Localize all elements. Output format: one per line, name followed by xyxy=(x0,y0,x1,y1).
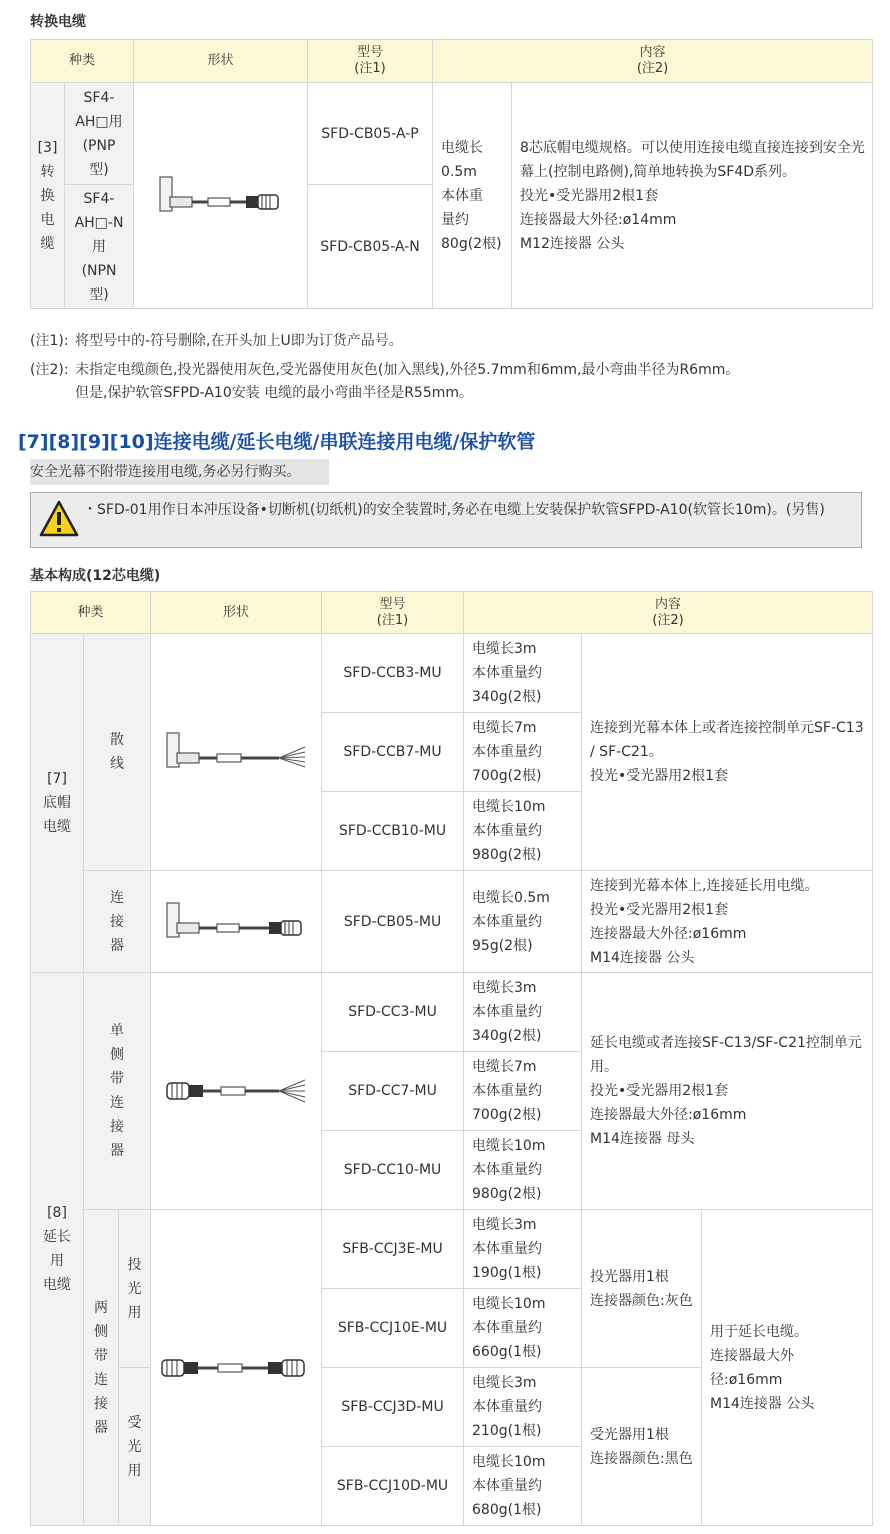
note2-label: (注2): xyxy=(30,362,69,378)
model-row: SFD-CCB3-MU xyxy=(322,634,464,713)
note1-text: 将型号中的-符号删除,在开头加上U即为订货产品号。 xyxy=(75,333,403,349)
cable-image-double xyxy=(151,1210,322,1526)
spec-row: 电缆长10m 本体重量约 680g(1根) xyxy=(464,1447,582,1526)
warning-text: ・SFD-01用作日本冲压设备•切断机(切纸机)的安全装置时,务必在电缆上安装保护软管SFPD-A10(软管长10m)。(另售) xyxy=(83,502,825,518)
warning-icon xyxy=(39,499,79,539)
model-row: SFB-CCJ3E-MU xyxy=(322,1210,464,1289)
content-conversion: 8芯底帽电缆规格。可以使用连接电缆直接连接到安全光幕上(控制电路侧),简单地转换为SF4D系列。 投光•受光器用2根1套 连接器最大外径:ø14mm M12连接器 公头 xyxy=(512,83,873,309)
warning-box xyxy=(30,492,862,548)
model-sfd-cb05-a-p: SFD-CB05-A-P xyxy=(308,83,433,185)
category-conversion: [3] 转 换 电 缆 xyxy=(31,83,65,309)
spec-row: 电缆长7m 本体重量约 700g(2根) xyxy=(464,1052,582,1131)
cable-icon xyxy=(156,171,286,221)
cable-image-loose xyxy=(151,634,322,871)
cable-image-single xyxy=(151,973,322,1210)
subcategory-connector: 连 接 器 xyxy=(84,871,151,973)
note1-label: (注1): xyxy=(30,333,69,349)
conversion-cable-table xyxy=(30,39,873,309)
category-base-cable: [7] 底帽 电缆 xyxy=(31,634,84,973)
subcategory-pnp: SF4- AH□用 (PNP 型) xyxy=(65,83,134,185)
subcategory-npn: SF4- AH□-N 用 (NPN 型) xyxy=(65,185,134,309)
header-content: 内容 (注2) xyxy=(433,40,873,83)
section-subtitle-basic: 基本构成(12芯电缆) xyxy=(30,568,161,584)
model-row: SFD-CB05-MU xyxy=(322,871,464,973)
cable-icon xyxy=(161,1071,311,1111)
content-double-connector: 用于延长电缆。 连接器最大外径:ø16mm M14连接器 公头 xyxy=(702,1210,873,1526)
category-extension-cable: [8] 延长 用 电缆 xyxy=(31,973,84,1526)
header-kind-2: 种类 xyxy=(31,592,151,634)
connection-cable-table xyxy=(30,591,873,1526)
subcategory-double-connector: 两 侧 带 连 接 器 xyxy=(84,1210,119,1526)
subcategory-emitter: 投 光 用 xyxy=(119,1210,151,1368)
model-row: SFB-CCJ3D-MU xyxy=(322,1368,464,1447)
cable-icon xyxy=(161,897,311,947)
subcategory-receiver: 受 光 用 xyxy=(119,1368,151,1526)
spec-row: 电缆长3m 本体重量约 340g(2根) xyxy=(464,973,582,1052)
spec-row: 电缆长3m 本体重量约 190g(1根) xyxy=(464,1210,582,1289)
model-sfd-cb05-a-n: SFD-CB05-A-N xyxy=(308,185,433,309)
section-title-connection-cables: [7][8][9][10]连接电缆/延长电缆/串联连接用电缆/保护软管 xyxy=(18,431,536,453)
spec-row: 电缆长10m 本体重量约 980g(2根) xyxy=(464,792,582,871)
content-single-connector: 延长电缆或者连接SF-C13/SF-C21控制单元用。 投光•受光器用2根1套 连接器最大外径:ø16mm M14连接器 母头 xyxy=(582,973,873,1210)
spec-row: 电缆长7m 本体重量约 700g(2根) xyxy=(464,713,582,792)
purchase-banner: 安全光幕不附带连接用电缆,务必另行购买。 xyxy=(30,459,329,485)
subcategory-single-connector: 单 侧 带 连 接 器 xyxy=(84,973,151,1210)
spec-conversion: 电缆长 0.5m 本体重 量约 80g(2根) xyxy=(433,83,512,309)
header-model-2: 型号 (注1) xyxy=(322,592,464,634)
notes xyxy=(30,330,739,405)
spec-row: 电缆长0.5m 本体重量约 95g(2根) xyxy=(464,871,582,973)
header-shape-2: 形状 xyxy=(151,592,322,634)
header-content-2: 内容 (注2) xyxy=(464,592,873,634)
cable-image-conversion xyxy=(134,83,308,309)
model-row: SFD-CC10-MU xyxy=(322,1131,464,1210)
content-loose-wire: 连接到光幕本体上或者连接控制单元SF-C13 / SF-C21。 投光•受光器用2根1套 xyxy=(582,634,873,871)
section-title-conversion-cable: 转换电缆 xyxy=(30,14,86,30)
model-row: SFD-CCB10-MU xyxy=(322,792,464,871)
cable-icon xyxy=(161,727,311,777)
model-row: SFD-CC7-MU xyxy=(322,1052,464,1131)
model-row: SFB-CCJ10D-MU xyxy=(322,1447,464,1526)
model-row: SFD-CCB7-MU xyxy=(322,713,464,792)
note2-text2: 但是,保护软管SFPD-A10安装 电缆的最小弯曲半径是R55mm。 xyxy=(75,385,474,401)
subcategory-loose-wire: 散 线 xyxy=(84,634,151,871)
header-shape: 形状 xyxy=(134,40,308,83)
cable-icon xyxy=(156,1348,316,1388)
spec-row: 电缆长10m 本体重量约 980g(2根) xyxy=(464,1131,582,1210)
cable-image-connector xyxy=(151,871,322,973)
header-model: 型号 (注1) xyxy=(308,40,433,83)
note2-text: 未指定电缆颜色,投光器使用灰色,受光器使用灰色(加入黑线),外径5.7mm和6mm,最小弯曲半径为R6mm。 xyxy=(75,362,740,378)
header-kind: 种类 xyxy=(31,40,134,83)
spec-row: 电缆长3m 本体重量约 210g(1根) xyxy=(464,1368,582,1447)
content-connector: 连接到光幕本体上,连接延长用电缆。 投光•受光器用2根1套 连接器最大外径:ø16mm M14连接器 公头 xyxy=(582,871,873,973)
content-receiver: 受光器用1根 连接器颜色:黑色 xyxy=(582,1368,702,1526)
content-emitter: 投光器用1根 连接器颜色:灰色 xyxy=(582,1210,702,1368)
spec-row: 电缆长3m 本体重量约 340g(2根) xyxy=(464,634,582,713)
model-row: SFB-CCJ10E-MU xyxy=(322,1289,464,1368)
model-row: SFD-CC3-MU xyxy=(322,973,464,1052)
spec-row: 电缆长10m 本体重量约 660g(1根) xyxy=(464,1289,582,1368)
